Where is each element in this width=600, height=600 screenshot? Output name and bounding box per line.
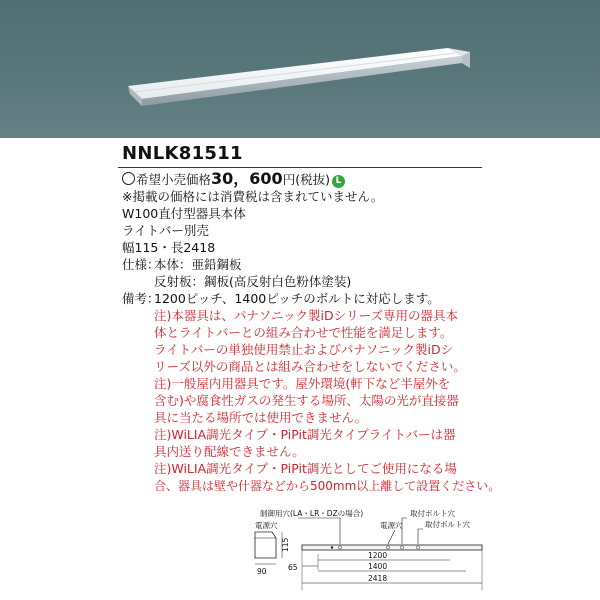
- note-line: 具に当たる場所では使用できません。: [154, 410, 368, 425]
- dim-90: 90: [257, 567, 267, 576]
- note-line: ライトバーの単独使用禁止およびパナソニック製iDシ: [154, 342, 454, 357]
- dim-65: 65: [288, 563, 298, 572]
- spec-body: 本体：亜鉛鋼板: [154, 257, 242, 272]
- fixture-type: W100直付型器具本体: [122, 206, 246, 221]
- price-value: 30，600: [211, 169, 283, 188]
- remarks-row: [122, 291, 440, 307]
- dimension-drawing: [240, 508, 490, 594]
- note-line: 体とライトバーとの組み合わせで性能を満足します。: [154, 325, 453, 340]
- note-line: リーズ以外の商品とは組み合わせをしないでください。: [154, 359, 466, 374]
- price-prefix: 希望小売価格: [136, 172, 212, 187]
- fixture-illustration: [0, 0, 600, 138]
- leader-bolt-1: [402, 518, 407, 544]
- leader-bolt-2: [418, 529, 423, 544]
- remarks-text: 1200ピッチ、1400ピッチのボルトに対応します。: [154, 291, 440, 306]
- dim-1200: 1200: [368, 551, 388, 560]
- spec-row: [122, 257, 242, 273]
- label-control-hole: 制御用穴(LA・LR・DZの場合): [260, 509, 364, 518]
- leader-power-mid: [388, 530, 395, 544]
- fixture-body: [302, 545, 482, 550]
- circle-icon: [122, 172, 135, 185]
- dim-115: 115: [281, 537, 290, 552]
- dim-2418: 2418: [368, 574, 388, 583]
- remarks-label: 備考：: [122, 291, 160, 306]
- label-mount-bolt-hole-2: 取付ボルト穴: [425, 520, 470, 529]
- spec-reflector: 反射板：鋼板(高反射白色粉体塗装): [154, 274, 352, 289]
- label-mount-bolt-hole-1: 取付ボルト穴: [410, 509, 455, 518]
- dim-1400: 1400: [368, 562, 388, 571]
- model-number: NNLK81511: [122, 143, 243, 164]
- spec-label: 仕様：: [122, 257, 160, 272]
- note-line: 注)WiLIA調光タイプ・PiPit調光としてご使用になる場: [154, 461, 457, 476]
- dimensions: 幅115・長2418: [122, 240, 216, 255]
- product-image: [0, 0, 600, 138]
- note-line: 注)本器具は、パナソニック製iDシリーズ専用の器具本: [154, 308, 458, 323]
- lightbar-note: ライトバー別売: [122, 223, 209, 238]
- title-divider: [118, 167, 482, 168]
- tax-note: ※掲載の価格には消費税は含まれていません。: [122, 189, 384, 204]
- note-line: 具内送り配線できません。: [154, 444, 305, 459]
- label-power-hole-mid: 電源穴: [380, 521, 403, 530]
- note-line: 注)一般屋内用器具です。屋外環境(軒下など半屋外を: [154, 376, 451, 391]
- label-power-hole-left: 電源穴: [255, 521, 278, 530]
- eco-badge-icon: L: [332, 175, 345, 188]
- price-suffix: 円(税抜): [282, 172, 330, 187]
- price-row: [122, 171, 345, 188]
- note-line: 合、器具は壁や什器などから500mm以上離して設置ください。: [154, 479, 501, 493]
- note-line: 注)WiLIA調光タイプ・PiPit調光タイプライトバーは器: [154, 427, 456, 442]
- leader-control: [298, 518, 340, 544]
- note-line: 含む)や腐食性ガスの発生する場所、太陽の光が直接器: [154, 393, 459, 408]
- profile-outline: [255, 532, 276, 558]
